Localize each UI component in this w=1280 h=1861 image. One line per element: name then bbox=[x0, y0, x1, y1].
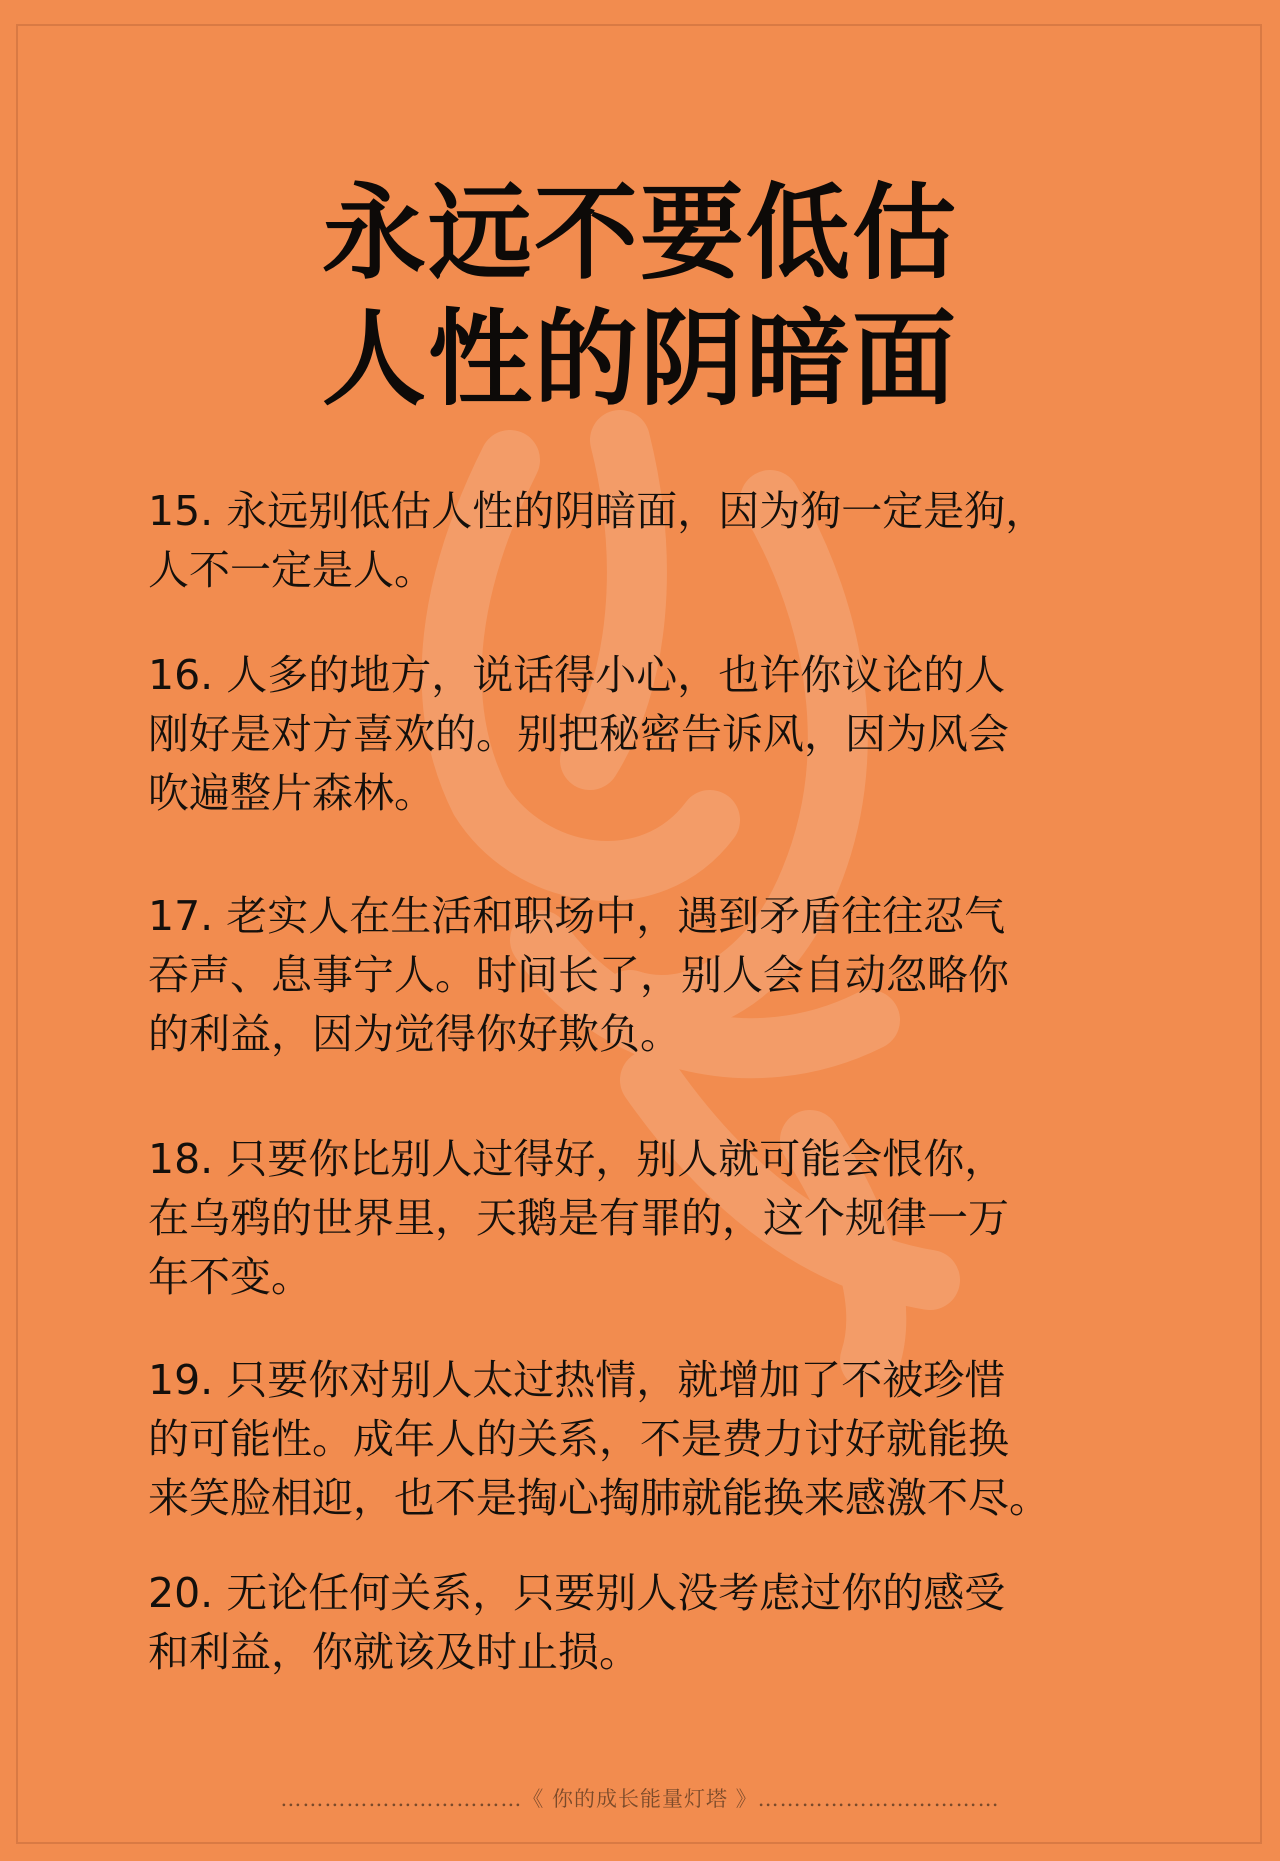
quote-line: 15. 永远别低估人性的阴暗面，因为狗一定是狗， bbox=[148, 487, 1047, 535]
quote-line: 17. 老实人在生活和职场中，遇到矛盾往往忍气 bbox=[148, 892, 1006, 940]
quote-line: 20. 无论任何关系，只要别人没考虑过你的感受 bbox=[148, 1569, 1006, 1617]
quote-item-19 bbox=[148, 1351, 1148, 1528]
quote-item-20 bbox=[148, 1564, 1148, 1682]
quote-line: 的可能性。成年人的关系，不是费力讨好就能换 bbox=[148, 1415, 1009, 1463]
quote-item-18 bbox=[148, 1130, 1148, 1307]
title-line-2: 人性的阴暗面 bbox=[321, 298, 958, 420]
quote-line: 16. 人多的地方，说话得小心，也许你议论的人 bbox=[148, 651, 1006, 699]
quote-line: 年不变。 bbox=[148, 1253, 312, 1301]
page-title bbox=[0, 170, 1280, 422]
quote-line: 在乌鸦的世界里，天鹅是有罪的，这个规律一万 bbox=[148, 1194, 1009, 1242]
quote-item-15 bbox=[148, 482, 1148, 600]
footer-signature: ……………………………《 你的成长能量灯塔 》…………………………… bbox=[280, 1787, 1000, 1811]
quote-line: 18. 只要你比别人过得好，别人就可能会恨你， bbox=[148, 1135, 1006, 1183]
quote-line: 吹遍整片森林。 bbox=[148, 769, 435, 817]
quote-line: 刚好是对方喜欢的。别把秘密告诉风，因为风会 bbox=[148, 710, 1009, 758]
quote-list bbox=[148, 482, 1148, 1682]
quote-line: 19. 只要你对别人太过热情，就增加了不被珍惜 bbox=[148, 1356, 1006, 1404]
quote-line: 来笑脸相迎，也不是掏心掏肺就能换来感激不尽。 bbox=[148, 1474, 1050, 1522]
quote-item-17 bbox=[148, 887, 1148, 1064]
quote-line: 和利益，你就该及时止损。 bbox=[148, 1628, 640, 1676]
quote-line: 吞声、息事宁人。时间长了，别人会自动忽略你 bbox=[148, 951, 1009, 999]
quote-line: 的利益，因为觉得你好欺负。 bbox=[148, 1010, 681, 1058]
quote-line: 人不一定是人。 bbox=[148, 546, 435, 594]
title-line-1: 永远不要低估 bbox=[321, 172, 958, 294]
quote-item-16 bbox=[148, 646, 1148, 823]
